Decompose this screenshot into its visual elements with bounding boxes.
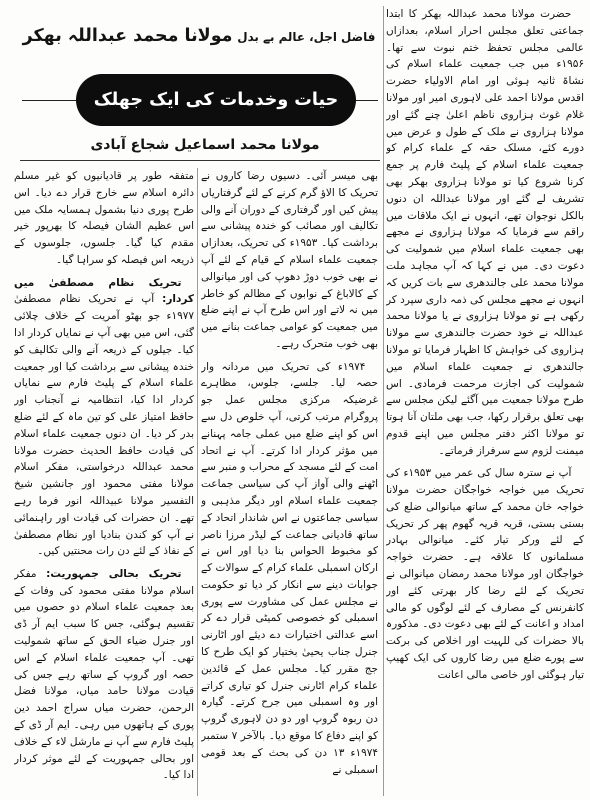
paragraph bbox=[14, 566, 194, 784]
subtitle-banner bbox=[76, 74, 356, 126]
author-byline bbox=[70, 134, 340, 156]
article-headline bbox=[18, 8, 380, 64]
column-divider-inner bbox=[197, 168, 198, 796]
paragraph: آپ نے سترہ سال کی عمر میں ۱۹۵۳ء کی تحریک میں خواجہ خواجگان حضرت مولانا خواجہ خان محمد کے ساتھ میانوالی ضلع کی بستی بستی، قریہ قریہ گھوم پھر کر تحریک کے لئے ورکر تیار کئے۔ میانوالی بہادر مسلمانوں کا علاقہ ہے۔ حضرت خواجہ خواجگان اور مولانا محمد رمضان میانوالی نے تحریک کے لئے رضا کار بھرتی کئے اور کانفرنس کے مصارف کے لئے لوگوں کو مالی امداد و اعانت کے لئے بھی دعوت دی۔ مذکورہ بالا حضرات کی للہیت اور اخلاص کی برکت سے پورے ضلع میں رضا کاروں کی ایک کھیپ تیار ہوگئی اور خاصی مالی اعانت bbox=[386, 467, 584, 681]
column-divider-main bbox=[383, 6, 384, 796]
paragraph: حضرت مولانا محمد عبداللہ بھکر کا ابتدا جماعتی تعلق مجلس احرار اسلام، بعدازاں عالمی مجلس تحفظ ختم نبوت سے تھا۔ ۱۹۵۶ء میں جب جمعیت علماء اسلام کی نشاۃ ثانیہ ہوئی اور امام الاولیاء حضرت اقدس مولانا احمد علی لاہوری امیر اور مولانا غلام غوث ہزاروی ناظم اعلیٰ چنے گئے اور مولانا ہزاروی نے ملک کے طول و عرض میں دورے کئے، مسلک حقہ کے علماء کرام کو جمعیت علماء اسلام کے پلیٹ فارم پر جمع کرنا شروع کیا تو مولانا ہزاروی بھکر بھی تشریف لے گئے اور مولانا عبداللہ ان دنوں بالکل نوجوان تھے، انہوں نے ایک ملاقات میں راقم سے فرمایا کہ مولانا ہزاروی نے مجھے بھی جمعیت علماء اسلام میں شمولیت کی دعوت دی۔ میں نے کہا کہ آپ مجاہد ملت مولانا محمد علی جالندھری سے بات کریں کہ انہوں نے مجھے مجلس کی ذمہ داری سپرد کر رکھی ہے تو مولانا ہزاروی نے یا مولانا محمد عبداللہ نے خود حضرت جالندھری سے مولانا ہزاروی کی خواہش کا اظہار فرمایا تو مولانا جالندھری نے جمعیت علماء اسلام میں شمولیت کی اجازت مرحمت فرمادی۔ اس طرح مولانا جمعیت میں آگئے لیکن مجلس سے بھی تعلق برقرار رکھا، جب بھی ملتان آنا ہوتا تو مولانا اکثر دفتر مجلس میں اپنے قدوم میمنت لزوم سے سرفراز فرماتے۔ bbox=[386, 8, 584, 457]
byline-rule bbox=[20, 160, 380, 161]
section-subheading: تحریک بحالی جمہوریت: bbox=[46, 567, 182, 580]
paragraph: ۱۹۷۴ء کی تحریک میں مردانہ وار حصہ لیا۔ جلسے، جلوس، مظاہرے غرضیکہ مرکزی مجلس عمل جو پروگرام مرتب کرتی، آپ خلوص دل سے اس کو اپنے ضلع میں عملی جامہ پہنانے میں مؤثر کردار ادا کرتے۔ آپ نے اتحاد امت کے لئے مسجد کے محراب و منبر سے اٹھنے والی آواز آپ کی سیاسی جماعت جمعیت علماء اسلام اور دیگر مذہبی و سیاسی جماعتوں نے اس شاندار اتحاد کے ساتھ قادیانی جماعت کے لیڈر مرزا ناصر کو مخبوط الحواس بنا دیا اور اس نے ارکان اسمبلی علماء کرام کے سوالات کے جوابات دینے سے انکار کر دیا تو حکومت نے مجلس عمل کی مشاورت سے پوری اسمبلی کو خصوصی کمیٹی قرار دے کر اسے عدالتی اختیارات دے دیئے اور اٹارنی جنرل جناب یحییٰ بختیار کو ایک طرح کا جج مقرر کیا۔ مجلس عمل کے قائدین علماء کرام اٹارنی جنرل کو تیاری کراتے اور وہ اسمبلی میں جرح کرتے۔ گیارہ دن ربوہ گروپ اور دو دن لاہوری گروپ کو اپنے دفاع کا موقع دیا۔ بالآخر ۷ ستمبر ۱۹۷۴ء ۱۳ دن کی بحث کے بعد قومی اسمبلی نے bbox=[201, 360, 378, 776]
article-column-left bbox=[14, 168, 194, 796]
headline-wrapper bbox=[23, 26, 376, 46]
article-column-right bbox=[386, 6, 584, 796]
paragraph bbox=[14, 168, 194, 269]
paragraph-text: آپ نے تحریک نظام مصطفیٰ ۱۹۷۷ء جو بھٹو آمریت کے خلاف چلائی گئی، اس میں بھی آپ نے نمایاں کردار ادا کیا۔ جیلوں کے ذریعہ آنے والی تکالیف کو خندہ پیشانی سے برداشت کیا اور جمعیت علماء اسلام کے پلیٹ فارم سے نمایاں کردار ادا کیا، انتظامیہ نے آنجناب اور حافظ امتیاز علی کو تین ماہ کے لئے ضلع بدر کر دیا۔ ان دنوں جمعیت علماء اسلام کی قیادت حافظ الحدیث حضرت مولانا محمد عبداللہ درخواستی، مفکر اسلام مولانا مفتی محمود اور جانشین شیخ التفسیر مولانا عبیداللہ انور فرما رہے تھے۔ ان حضرات کی قیادت اور راہنمائی نے آپ کو کندن بنادیا اور نظام مصطفیٰ کے نفاذ کے لئے دن رات محنتیں کیں۔ bbox=[14, 293, 194, 558]
paragraph-text: مفکر اسلام مولانا مفتی محمود کی وفات کے بعد جمعیت علماء اسلام دو حصوں میں تقسیم ہوگئی، جس کا سبب ایم آر ڈی اور جنرل ضیاء الحق کے ساتھ شمولیت تھی۔ آپ جمعیت علماء اسلام کے اس حصہ اور گروپ کے ساتھ رہے جس کی قیادت مولانا حامد میاں، مولانا فضل الرحمن، حضرت میاں سراج احمد دین پوری کے ہاتھوں میں رہی۔ ایم آر ڈی کے پلیٹ فارم سے آپ نے مارشل لاء کے خلاف اور بحالی جمہوریت کے لئے موثر کردار ادا کیا۔ bbox=[14, 567, 194, 782]
paragraph-text: متفقہ طور پر قادیانیوں کو غیر مسلم دائرہ اسلام سے خارج قرار دے دیا۔ اس طرح پوری دنیا بشمول ہمسایہ ملک میں اس عظیم الشان فیصلہ کا بھرپور خیر مقدم کیا گیا۔ جلسوں، جلوسوں کے ذریعہ اس فیصلہ کو سراہا گیا۔ bbox=[14, 170, 194, 266]
author-name: مولانا محمد اسماعیل شجاع آبادی bbox=[90, 137, 320, 153]
headline-epithet: فاضل اجل، عالم بے بدل bbox=[237, 30, 376, 44]
section-subheading: تحریک نظام مصطفیٰ میں کردار: bbox=[14, 276, 194, 306]
subtitle-banner-text: حیات وخدمات کی ایک جھلک bbox=[93, 90, 339, 110]
paragraph: بھی میسر آئی۔ دسیوں رضا کاروں نے تحریک کا الاؤ گرم کرنے کے لئے گرفتاریاں پیش کیں اور گرفتاری کے دوران آنے والی تکالیف اور مصائب کو خندہ پیشانی سے برداشت کیا۔ ۱۹۵۳ء کی تحریک، بعدازاں جمعیت علماء اسلام کے قیام کے لئے آپ نے بھی خوب دوڑ دھوپ کی اور میانوالی کے کالاباغ کے نوابوں کے مظالم کو خاطر میں نہ لاتے اور اس طرح آپ نے اپنے ضلع میں جمعیت کو عوامی جماعت بنانے میں بھی خوب متحرک رہے۔ bbox=[201, 170, 378, 350]
article-column-middle bbox=[201, 168, 378, 796]
paragraph bbox=[14, 275, 194, 561]
headline-name: مولانا محمد عبداللہ بھکر bbox=[22, 26, 233, 46]
